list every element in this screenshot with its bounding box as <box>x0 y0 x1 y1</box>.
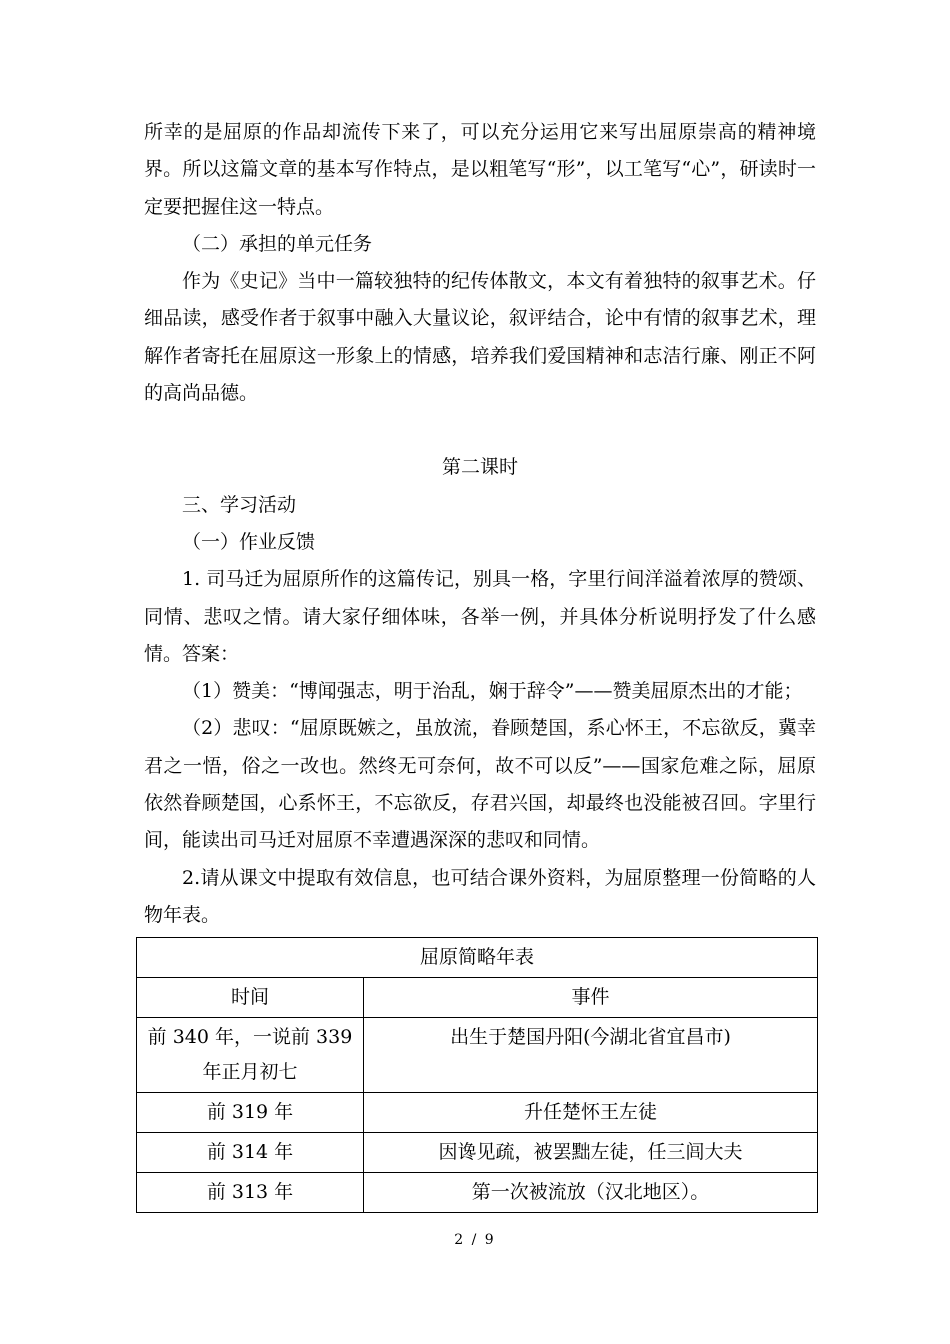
question-2: 2.请从课文中提取有效信息，也可结合课外资料，为屈原整理一份简略的人物年表。 <box>144 866 816 926</box>
paragraph-unit-task: 作为《史记》当中一篇较独特的纪传体散文，本文有着独特的叙事艺术。仔细品读，感受作者于叙事中融入大量议论，叙评结合，论中有情的叙事艺术，理解作者寄托在屈原这一形象上的情感，培养我们爱国精神和志洁行廉、刚正不阿的高尚品德。 <box>144 270 816 405</box>
cell-event: 第一次被流放（汉北地区）。 <box>364 1173 818 1213</box>
cell-event: 升任楚怀王左徒 <box>364 1093 818 1133</box>
answer-2: （2）悲叹：“屈原既嫉之，虽放流，眷顾楚国，系心怀王，不忘欲反，冀幸君之一悟，俗之一改也。然终无可奈何，故不可以反”——国家危难之际，屈原依然眷顾楚国，心系怀王，不忘欲反，存君兴国，却最终也没能被召回。字里行间，能读出司马迁对屈原不幸遭遇深深的悲叹和同情。 <box>144 717 816 852</box>
subheading-unit-task: （二）承担的单元任务 <box>182 232 373 255</box>
cell-time: 前 319 年 <box>137 1093 364 1133</box>
table-caption: 屈原简略年表 <box>137 938 818 978</box>
table-row <box>137 1133 818 1173</box>
subsection-heading: （一）作业反馈 <box>182 530 316 553</box>
cell-time: 前 340 年，一说前 339 年正月初七 <box>137 1018 364 1093</box>
blank-line <box>144 412 816 449</box>
table-caption-row <box>137 938 818 978</box>
body-text <box>144 114 816 934</box>
cell-time: 前 313 年 <box>137 1173 364 1213</box>
header-time: 时间 <box>137 978 364 1018</box>
table-row <box>137 1093 818 1133</box>
cell-event: 因谗见疏，被罢黜左徒，任三闾大夫 <box>364 1133 818 1173</box>
cell-time: 前 314 年 <box>137 1133 364 1173</box>
table-header-row <box>137 978 818 1018</box>
header-event: 事件 <box>364 978 818 1018</box>
lesson-title: 第二课时 <box>441 456 518 479</box>
table-row <box>137 1173 818 1213</box>
cell-event: 出生于楚国丹阳(今湖北省宜昌市) <box>364 1018 818 1093</box>
answer-1: （1）赞美：“博闻强志，明于治乱，娴于辞令”——赞美屈原杰出的才能； <box>182 680 803 703</box>
chronology-table <box>136 937 818 1213</box>
page-number: 2 / 9 <box>454 1232 496 1248</box>
question-1: 1. 司马迁为屈原所作的这篇传记，别具一格，字里行间洋溢着浓厚的赞颂、同情、悲叹之情。请大家仔细体味，各举一例，并具体分析说明抒发了什么感情。答案： <box>144 568 816 665</box>
table-row <box>137 1018 818 1093</box>
section-heading: 三、学习活动 <box>182 493 297 516</box>
paragraph-intro: 所幸的是屈原的作品却流传下来了，可以充分运用它来写出屈原崇高的精神境界。所以这篇文章的基本写作特点，是以粗笔写“形”，以工笔写“心”，研读时一定要把握住这一特点。 <box>144 121 816 218</box>
